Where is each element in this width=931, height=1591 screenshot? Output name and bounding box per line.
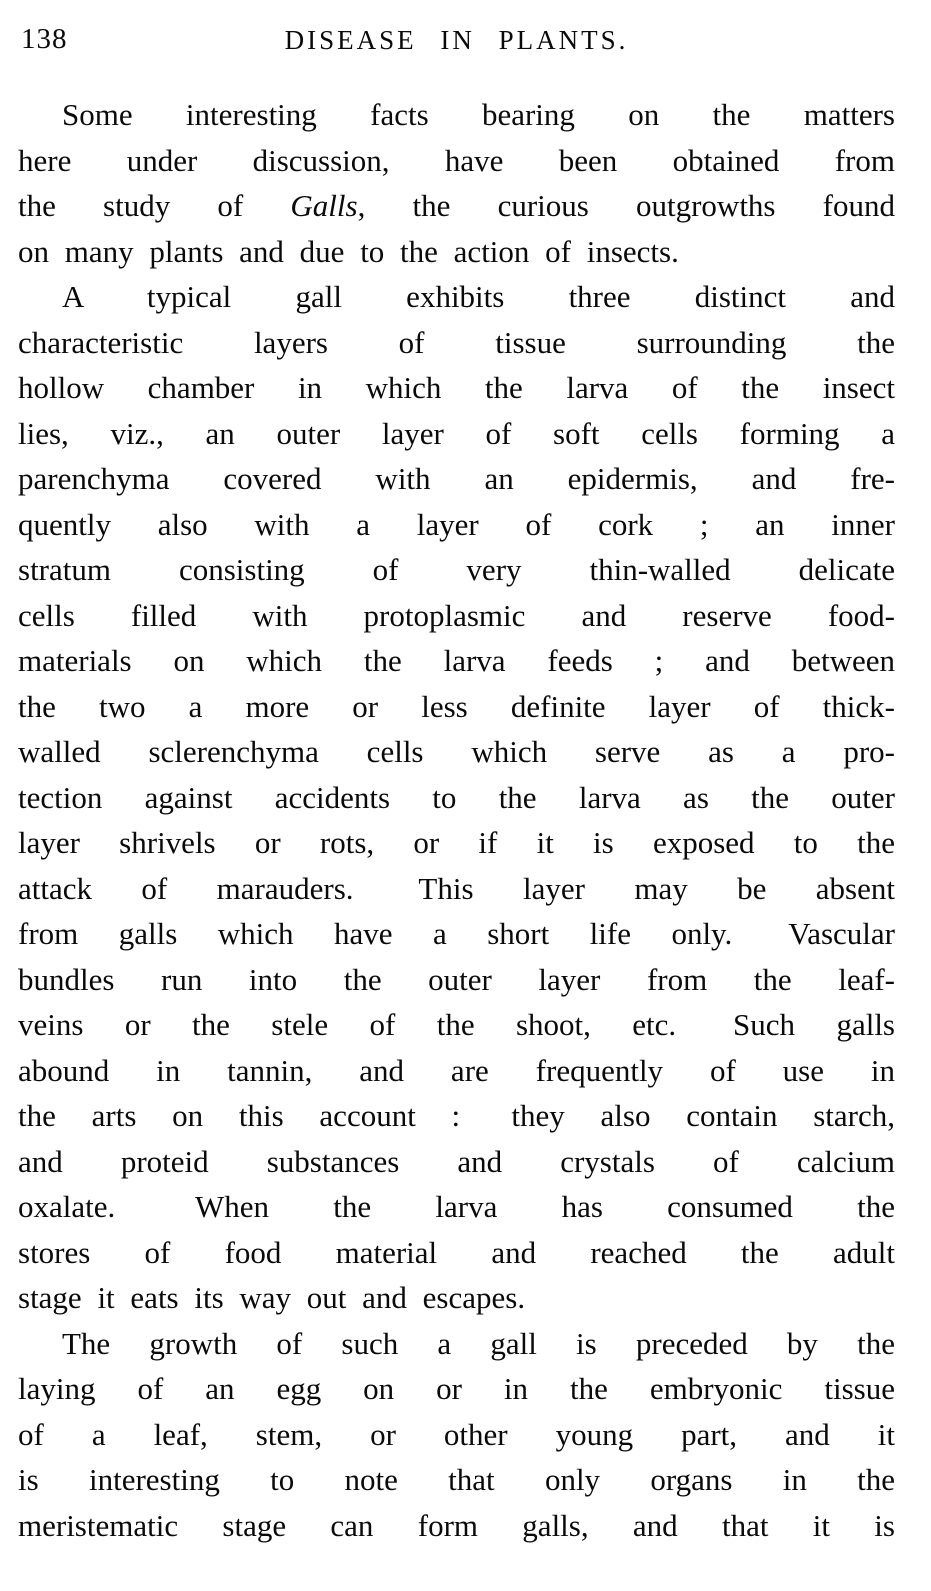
text-segment: veins or the stele of the shoot, etc. Such galls xyxy=(18,1007,895,1042)
text-line xyxy=(18,456,895,502)
running-head: DISEASE IN PLANTS. xyxy=(284,25,629,55)
text-line xyxy=(18,638,895,684)
text-line xyxy=(18,775,895,821)
text-segment: stage it eats its way out and escapes. xyxy=(18,1280,526,1315)
text-line xyxy=(18,1230,895,1276)
page-header xyxy=(0,0,931,59)
text-segment: stratum consisting of very thin-walled delicate xyxy=(18,552,895,587)
text-segment: bundles run into the outer layer from the leaf- xyxy=(18,961,895,997)
text-segment: here under discussion, have been obtained from xyxy=(18,142,895,178)
text-segment: materials on which the larva feeds ; and between xyxy=(18,643,895,678)
text-segment: stores of food material and reached the adult xyxy=(18,1234,895,1270)
text-line xyxy=(18,820,895,866)
text-segment: A typical gall exhibits three distinct and xyxy=(62,279,895,314)
text-line xyxy=(18,502,895,548)
text-segment: and proteid substances and crystals of calcium xyxy=(18,1143,895,1179)
text-segment: tection against accidents to the larva as the outer xyxy=(18,779,895,815)
text-line xyxy=(18,1412,895,1458)
text-line xyxy=(18,274,895,320)
page-number: 138 xyxy=(21,23,68,55)
text-line xyxy=(18,1321,895,1367)
text-line xyxy=(18,1002,895,1048)
text-line xyxy=(18,1093,895,1139)
text-segment: The growth of such a gall is preceded by the xyxy=(62,1325,895,1361)
text-block xyxy=(0,59,931,1548)
text-segment: Galls xyxy=(290,188,358,223)
text-segment: Some interesting facts bearing on the matters xyxy=(62,97,895,132)
text-segment: layer shrivels or rots, or if it is exposed to the xyxy=(18,825,895,860)
text-line xyxy=(18,729,895,775)
text-segment: meristematic stage can form galls, and that it is xyxy=(18,1507,895,1543)
text-line xyxy=(18,411,895,457)
text-segment: characteristic layers of tissue surrounding the xyxy=(18,324,895,360)
text-line xyxy=(18,320,895,366)
text-segment: walled sclerenchyma cells which serve as a pro- xyxy=(18,734,895,769)
text-line xyxy=(18,1184,895,1230)
text-segment: is interesting to note that only organs in the xyxy=(18,1462,895,1497)
text-line xyxy=(18,866,895,912)
text-line xyxy=(18,138,895,184)
text-line xyxy=(18,547,895,593)
text-line xyxy=(18,1139,895,1185)
text-segment: on many plants and due to the action of insects. xyxy=(18,233,679,269)
text-line xyxy=(18,365,895,411)
text-segment: laying of an egg on or in the embryonic tissue xyxy=(18,1371,895,1406)
text-line xyxy=(18,593,895,639)
text-segment: of a leaf, stem, or other young part, and it xyxy=(18,1416,895,1452)
text-segment: attack of marauders. This layer may be absent xyxy=(18,870,895,906)
text-segment: oxalate. When the larva has consumed the xyxy=(18,1189,895,1224)
text-segment: the two a more or less definite layer of thick- xyxy=(18,688,895,724)
text-segment: , the curious outgrowths found xyxy=(357,188,895,223)
text-line xyxy=(18,1503,895,1549)
text-segment: quently also with a layer of cork ; an inner xyxy=(18,506,895,542)
text-line xyxy=(18,183,895,229)
text-segment: lies, viz., an outer layer of soft cells forming a xyxy=(18,415,895,451)
text-line xyxy=(18,911,895,957)
text-line xyxy=(18,92,895,138)
text-line xyxy=(18,1275,895,1321)
text-line xyxy=(18,1457,895,1503)
text-segment: from galls which have a short life only. Vascular xyxy=(18,916,895,951)
text-line xyxy=(18,1048,895,1094)
text-line xyxy=(18,229,895,275)
text-segment: the study of xyxy=(18,188,291,223)
text-segment: parenchyma covered with an epidermis, and fre- xyxy=(18,461,895,496)
text-line xyxy=(18,684,895,730)
text-segment: the arts on this account : they also contain starch, xyxy=(18,1098,895,1133)
text-line xyxy=(18,957,895,1003)
text-line xyxy=(18,1366,895,1412)
text-segment: hollow chamber in which the larva of the insect xyxy=(18,370,895,405)
text-segment: abound in tannin, and are frequently of use in xyxy=(18,1052,895,1088)
text-segment: cells filled with protoplasmic and reserve food- xyxy=(18,597,895,633)
